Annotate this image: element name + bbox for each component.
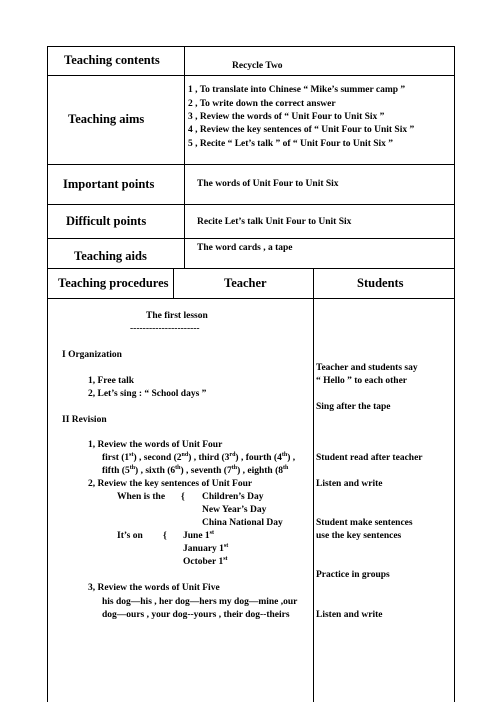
rule xyxy=(173,268,174,298)
student-activity: Student make sentences xyxy=(316,518,413,528)
student-activity: Teacher and students say xyxy=(316,363,418,373)
teacher-header: Teacher xyxy=(224,276,267,290)
lesson-title-underline: ---------------------- xyxy=(130,324,200,334)
student-activity: “ Hello ” to each other xyxy=(316,376,408,386)
procedure-line: 3, Review the words of Unit Five xyxy=(88,583,220,593)
rule xyxy=(47,238,455,239)
students-header: Students xyxy=(357,276,404,290)
important-points-value: The words of Unit Four to Unit Six xyxy=(197,179,339,189)
rule xyxy=(47,268,455,269)
procedure-line: 1, Free talk xyxy=(88,376,134,386)
rule xyxy=(47,46,455,47)
section-heading: II Revision xyxy=(62,415,107,425)
lesson-title: The first lesson xyxy=(146,311,208,321)
sentence-stem: When is the xyxy=(117,492,166,502)
student-activity: Listen and write xyxy=(316,610,383,620)
rule xyxy=(454,46,455,702)
procedure-line: 1, Review the words of Unit Four xyxy=(88,440,223,450)
rule xyxy=(47,298,455,299)
date-item: January 1st xyxy=(183,543,229,554)
rule xyxy=(184,46,185,268)
teaching-contents-value: Recycle Two xyxy=(232,61,283,71)
rule xyxy=(47,204,455,205)
holiday-item: New Year’s Day xyxy=(202,505,267,515)
teaching-contents-label: Teaching contents xyxy=(64,53,160,67)
rule xyxy=(47,164,455,165)
rule xyxy=(47,75,455,76)
possessive-line: dog—ours , your dog--yours , their dog--theirs xyxy=(102,610,290,620)
sentence-stem: It’s on xyxy=(117,531,143,541)
date-item: October 1st xyxy=(183,556,228,567)
holiday-item: Children’s Day xyxy=(202,492,264,502)
aim-item: 1 , To translate into Chinese “ Mike’s summer camp ” xyxy=(188,85,406,95)
aim-item: 4 , Review the key sentences of “ Unit Four to Unit Six ” xyxy=(188,125,415,135)
rule xyxy=(47,46,48,702)
student-activity: Sing after the tape xyxy=(316,402,391,412)
possessive-line: his dog—his , her dog—hers my dog—mine ,our xyxy=(102,597,298,607)
student-activity: Student read after teacher xyxy=(316,453,423,463)
section-heading: I Organization xyxy=(62,350,122,360)
teaching-aids-value: The word cards , a tape xyxy=(197,243,293,253)
procedures-header: Teaching procedures xyxy=(58,276,169,290)
teaching-aids-label: Teaching aids xyxy=(74,249,147,263)
rule xyxy=(313,268,314,702)
ordinals-line-1: first (1st) , second (2nd) , third (3rd) , fourth (4th) , xyxy=(102,452,296,463)
student-activity: Practice in groups xyxy=(316,570,390,580)
teaching-aims-label: Teaching aims xyxy=(68,112,145,126)
student-activity: Listen and write xyxy=(316,479,383,489)
holiday-item: China National Day xyxy=(202,518,283,528)
aim-item: 5 , Recite “ Let’s talk ” of “ Unit Four to Unit Six ” xyxy=(188,139,394,149)
student-activity: use the key sentences xyxy=(316,531,402,541)
procedure-line: 2, Let’s sing : “ School days ” xyxy=(88,389,207,399)
difficult-points-label: Difficult points xyxy=(66,214,147,228)
aim-item: 2 , To write down the correct answer xyxy=(188,99,336,109)
brace: { xyxy=(163,531,167,541)
procedure-line: 2, Review the key sentences of Unit Four xyxy=(88,479,253,489)
aim-item: 3 , Review the words of “ Unit Four to Unit Six ” xyxy=(188,112,385,122)
ordinals-line-2: fifth (5th) , sixth (6th) , seventh (7th) , eighth (8th xyxy=(102,465,289,476)
date-item: June 1st xyxy=(183,530,215,541)
difficult-points-value: Recite Let’s talk Unit Four to Unit Six xyxy=(197,217,352,227)
important-points-label: Important points xyxy=(63,177,155,191)
brace: { xyxy=(181,492,185,502)
